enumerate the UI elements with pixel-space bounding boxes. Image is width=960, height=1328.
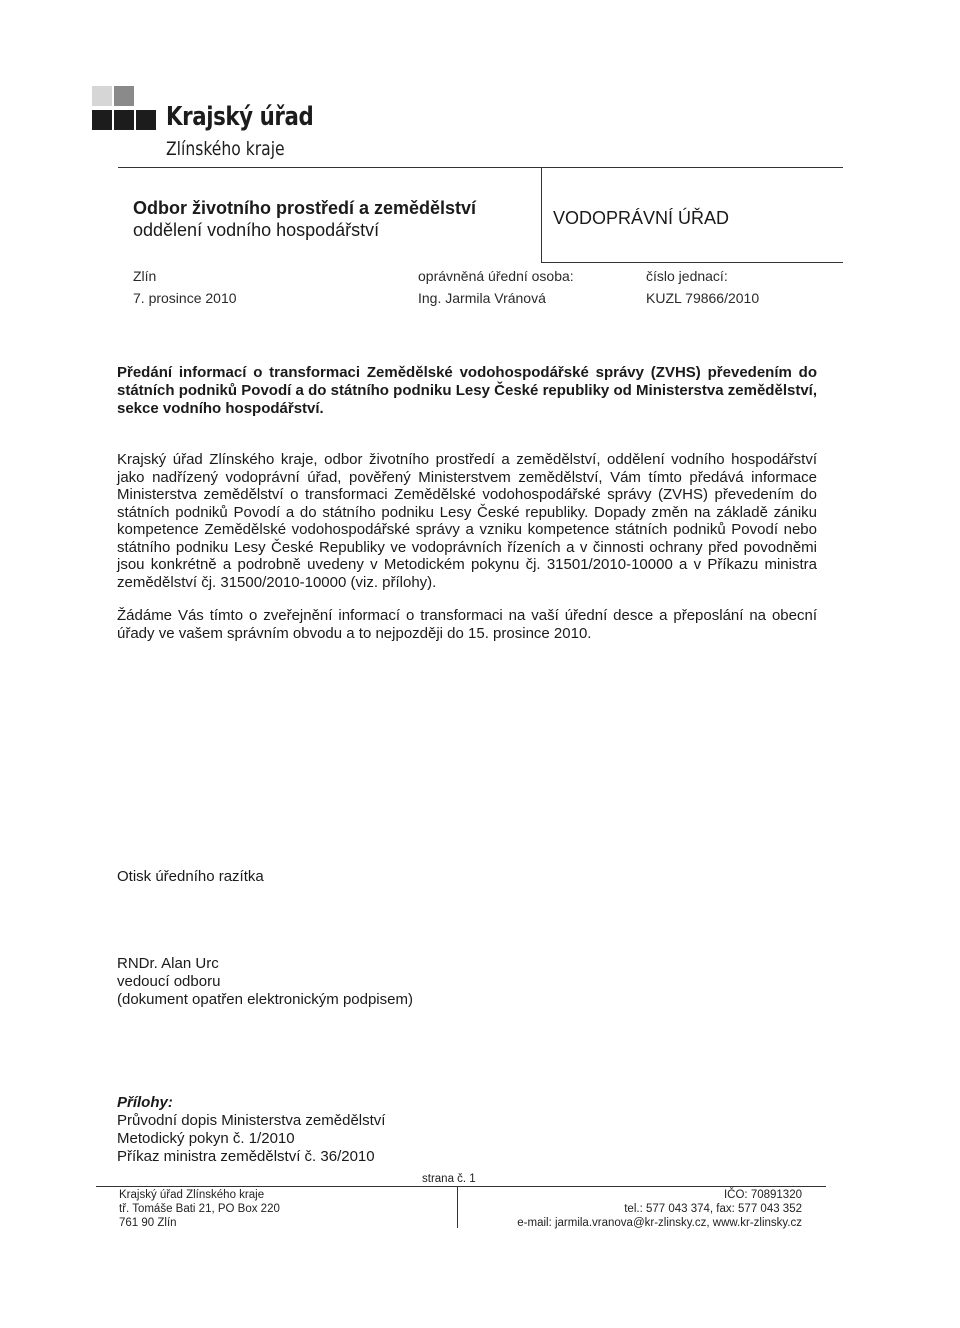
- meta-ref-label: číslo jednací:: [646, 268, 728, 284]
- attachment-item: Průvodní dopis Ministerstva zemědělství: [117, 1112, 386, 1129]
- logo-title: Krajský úřad: [166, 102, 314, 132]
- meta-official-label: oprávněná úřední osoba:: [418, 268, 574, 284]
- attachment-item: Příkaz ministra zemědělství č. 36/2010: [117, 1148, 375, 1165]
- footer-ico: IČO: 70891320: [723, 1189, 802, 1201]
- signatory-role: vedoucí odboru: [117, 973, 221, 990]
- signature-note: (dokument opatřen elektronickým podpisem): [117, 991, 413, 1008]
- footer-email: e-mail: jarmila.vranova@kr-zlinsky.cz, www.kr-zlinsky.cz: [517, 1217, 802, 1229]
- body-paragraph-2: Žádáme Vás tímto o zveřejnění informací o transformaci na vaší úřední desce a přeposlání na obecní úřady ve vašem správním obvodu a to nejpozději do 15. prosince 2010.: [117, 607, 817, 642]
- section-name: oddělení vodního hospodářství: [133, 220, 380, 240]
- footer-divider: [457, 1186, 458, 1228]
- signatory-name: RNDr. Alan Urc: [117, 955, 219, 972]
- logo-mark-icon: [92, 86, 156, 132]
- footer-street: tř. Tomáše Bati 21, PO Box 220: [119, 1203, 280, 1215]
- department-name: Odbor životního prostředí a zemědělství: [133, 198, 477, 218]
- header-divider: [541, 167, 542, 263]
- attachments-title: Přílohy:: [117, 1094, 173, 1111]
- letter-subject: Předání informací o transformaci Zemědělské vodohospodářské správy (ZVHS) převedením do státních podniků Povodí a do státního podniku Lesy České republiky od Ministerstva zemědělství, sekce vodního hospodářství.: [117, 364, 817, 417]
- header-top-rule: [118, 167, 843, 168]
- page-number: strana č. 1: [422, 1173, 476, 1185]
- header-bottom-rule: [541, 262, 843, 263]
- stamp-label: Otisk úředního razítka: [117, 868, 264, 885]
- authority-name: VODOPRÁVNÍ ÚŘAD: [553, 208, 730, 228]
- attachment-item: Metodický pokyn č. 1/2010: [117, 1130, 295, 1147]
- body-paragraph-1: Krajský úřad Zlínského kraje, odbor životního prostředí a zemědělství, oddělení vodního hospodářství jako nadřízený vodoprávní úřad, pověřený Ministerstvem zemědělství, Vám tímto předává informace Ministerstva zemědělství o transformaci Zemědělské vodohospodářské správy (ZVHS) převedením do státních podniků Povodí a do státního podniku Lesy České republiky. Dopady změn na základě zániku kompetence Zemědělské vodohospodářské správy a vzniku kompetence státních podniků Povodí nebo státního podniku Lesy České Republiky ve vodoprávních řízeních a v činnosti ochrany před povodněmi jsou konkrétně a podrobně uvedeny v Metodickém pokynu čj. 31501/2010-10000 a v Příkazu ministra zemědělství čj. 31500/2010-10000 (viz. přílohy).: [117, 451, 817, 591]
- meta-date: 7. prosince 2010: [133, 290, 237, 306]
- meta-official-name: Ing. Jarmila Vránová: [418, 290, 546, 306]
- footer-org: Krajský úřad Zlínského kraje: [119, 1189, 265, 1201]
- footer-city: 761 90 Zlín: [119, 1217, 177, 1229]
- logo-subtitle: Zlínského kraje: [166, 138, 285, 160]
- meta-ref-number: KUZL 79866/2010: [646, 290, 760, 306]
- meta-place: Zlín: [133, 268, 157, 284]
- footer-phone: tel.: 577 043 374, fax: 577 043 352: [624, 1203, 802, 1215]
- footer-rule: [96, 1186, 826, 1187]
